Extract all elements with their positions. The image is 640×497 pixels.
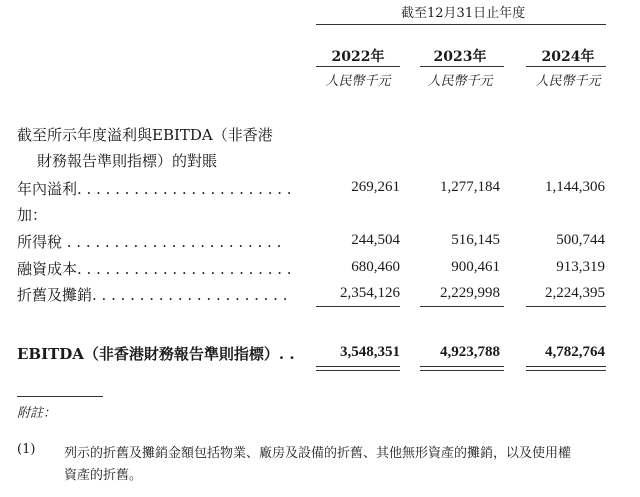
notes-heading: 附註： [17, 406, 57, 421]
total-value-2022: 3,548,351 [340, 344, 400, 360]
total-label-ebitda: EBITDA（非香港財務報告準則指標）. . [17, 345, 295, 363]
subtotal-rule-2024 [526, 306, 606, 307]
total-rule-top-2024 [526, 366, 606, 367]
total-rule-bottom-2022 [316, 370, 400, 371]
row-value-tax-2024: 500,744 [556, 232, 605, 248]
row-value-finance-2024: 913,319 [556, 259, 605, 275]
row-value-dep-2023: 2,229,998 [440, 285, 500, 301]
note-text-1-line1: 列示的折舊及攤銷金額包括物業、廠房及設備的折舊、其他無形資產的攤銷，以及使用權 [64, 446, 572, 461]
row-value-tax-2023: 516,145 [451, 232, 500, 248]
total-rule-top-2022 [316, 366, 400, 367]
year-rule-2022 [316, 66, 400, 67]
unit-label-2022: 人民幣千元 [325, 74, 391, 89]
subtotal-rule-2022 [316, 306, 400, 307]
note-text-1-line2: 資產的折舊。 [64, 468, 143, 483]
row-value-profit-2022: 269,261 [351, 179, 400, 195]
year-header-2023: 2023年 [433, 49, 487, 65]
row-value-finance-2023: 900,461 [451, 259, 500, 275]
subtotal-rule-2023 [420, 306, 504, 307]
total-rule-bottom-2024 [526, 370, 606, 371]
unit-label-2024: 人民幣千元 [535, 74, 601, 89]
year-header-2022: 2022年 [331, 49, 385, 65]
row-label-add: 加： [17, 206, 48, 224]
unit-label-2023: 人民幣千元 [427, 74, 493, 89]
year-header-2024: 2024年 [541, 49, 595, 65]
section-title-line1: 截至所示年度溢利與EBITDA（非香港 [17, 126, 273, 144]
row-value-tax-2022: 244,504 [351, 232, 400, 248]
row-value-dep-2022: 2,354,126 [340, 285, 400, 301]
total-rule-bottom-2023 [420, 370, 504, 371]
total-value-2024: 4,782,764 [545, 344, 605, 360]
total-value-2023: 4,923,788 [440, 344, 500, 360]
year-rule-2024 [526, 66, 606, 67]
year-rule-2023 [420, 66, 504, 67]
row-label-profit: 年內溢利. . . . . . . . . . . . . . . . . . . . . . . [17, 180, 292, 198]
notes-divider [17, 396, 103, 397]
row-label-finance-cost: 融資成本. . . . . . . . . . . . . . . . . . . . . . . [17, 260, 292, 278]
total-rule-top-2023 [420, 366, 504, 367]
section-title-line2: 財務報告準則指標）的對賬 [37, 152, 218, 170]
period-rule [316, 24, 606, 25]
row-value-finance-2022: 680,460 [351, 259, 400, 275]
period-header: 截至12月31日止年度 [401, 6, 526, 21]
row-value-profit-2023: 1,277,184 [440, 179, 500, 195]
row-label-income-tax: 所得稅 . . . . . . . . . . . . . . . . . . . . . . . [17, 233, 282, 251]
row-value-profit-2024: 1,144,306 [545, 179, 605, 195]
row-label-depreciation: 折舊及攤銷. . . . . . . . . . . . . . . . . . . . . [17, 286, 288, 304]
row-value-dep-2024: 2,224,395 [545, 285, 605, 301]
note-marker-1: (1) [17, 442, 36, 457]
